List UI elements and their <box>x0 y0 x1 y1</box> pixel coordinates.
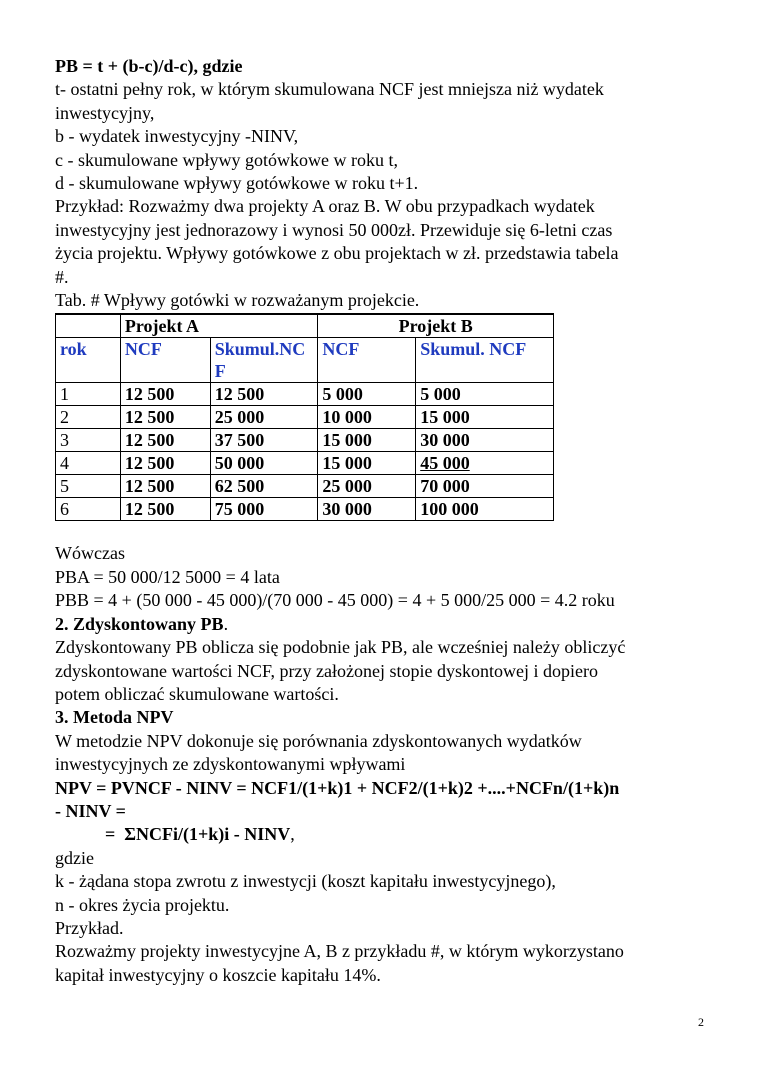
column-header-skumul-ncf-a: Skumul.NCF <box>210 338 318 383</box>
row-year: 3 <box>56 429 121 452</box>
ncf-a-value: 12 500 <box>120 452 210 475</box>
definition-b: b - wydatek inwestycyjny -NINV, <box>55 126 299 147</box>
example-line3: życia projektu. Wpływy gotówkowe z obu projektach w zł. przedstawia tabela <box>55 243 619 264</box>
ncf-b-value: 30 000 <box>318 498 416 521</box>
pbb-calculation: PBB = 4 + (50 000 - 45 000)/(70 000 - 45 000) = 4 + 5 000/25 000 = 4.2 roku <box>55 590 615 611</box>
section-3-paragraph-line1: W metodzie NPV dokonuje się porównania zdyskontowanych wydatków <box>55 730 582 751</box>
skumul-ncf-a-value: 50 000 <box>210 452 318 475</box>
definition-n: n - okres życia projektu. <box>55 894 230 915</box>
table-row <box>56 498 554 521</box>
example-paragraph-line1: Rozważmy projekty inwestycyjne A, B z przykładu #, w którym wykorzystano <box>55 941 624 962</box>
section-2-paragraph-line3: potem obliczać skumulowane wartości. <box>55 683 339 704</box>
skumul-ncf-b-value: 100 000 <box>416 498 554 521</box>
definition-t-line1: t- ostatni pełny rok, w którym skumulowana NCF jest mniejsza niż wydatek <box>55 79 604 100</box>
project-a-header: Projekt A <box>120 314 318 338</box>
skumul-ncf-a-value: 37 500 <box>210 429 318 452</box>
section-3-paragraph-line2: inwestycyjnych ze zdyskontowanymi wpływami <box>55 754 406 775</box>
table-row <box>56 475 554 498</box>
section-2-heading-text: 2. Zdyskontowany PB <box>55 613 224 634</box>
column-header-rok: rok <box>56 338 121 383</box>
skumul-ncf-a-value: 25 000 <box>210 406 318 429</box>
ncf-a-value: 12 500 <box>120 429 210 452</box>
npv-formula-line2: - NINV = <box>55 800 126 821</box>
row-year: 1 <box>56 383 121 406</box>
skumul-ncf-b-value: 5 000 <box>416 383 554 406</box>
example-line2: inwestycyjny jest jednorazowy i wynosi 50 000zł. Przewiduje się 6-letni czas <box>55 219 613 240</box>
section-2-heading-period: . <box>223 613 229 634</box>
column-header-ncf-a: NCF <box>120 338 210 383</box>
skumul-ncf-a-value: 75 000 <box>210 498 318 521</box>
ncf-b-value: 10 000 <box>318 406 416 429</box>
example-label: Przykład. <box>55 917 124 938</box>
cash-flow-table <box>55 313 554 521</box>
ncf-b-value: 25 000 <box>318 475 416 498</box>
ncf-a-value: 12 500 <box>120 475 210 498</box>
ncf-b-value: 15 000 <box>318 429 416 452</box>
row-year: 2 <box>56 406 121 429</box>
table-row <box>56 452 554 475</box>
row-year: 5 <box>56 475 121 498</box>
spacer <box>55 522 705 542</box>
gdzie-text: gdzie <box>55 847 94 868</box>
page-number: 2 <box>698 1015 704 1029</box>
ncf-b-value: 5 000 <box>318 383 416 406</box>
column-header-skumul-ncf-b: Skumul. NCF <box>416 338 554 383</box>
example-line4: #. <box>55 266 69 287</box>
pba-calculation: PBA = 50 000/12 5000 = 4 lata <box>55 566 280 587</box>
definition-k: k - żądana stopa zwrotu z inwestycji (koszt kapitału inwestycyjnego), <box>55 871 556 892</box>
section-3-heading: 3. Metoda NPV <box>55 707 174 728</box>
row-year: 6 <box>56 498 121 521</box>
npv-formula-line3 <box>55 823 705 846</box>
example-line1: Przykład: Rozważmy dwa projekty A oraz B. W obu przypadkach wydatek <box>55 196 595 217</box>
npv-equals: = <box>105 824 116 845</box>
skumul-ncf-a-value: 62 500 <box>210 475 318 498</box>
ncf-a-value: 12 500 <box>120 406 210 429</box>
section-2-heading <box>55 613 705 636</box>
skumul-ncf-b-value: 30 000 <box>416 429 554 452</box>
skumul-ncf-b-value-underlined: 45 000 <box>416 452 554 475</box>
table-caption: Tab. # Wpływy gotówki w rozważanym projekcie. <box>55 290 420 311</box>
npv-sum-expression: NCFi/(1+k)i - NINV <box>136 824 291 845</box>
definition-t-line2: inwestycyjny, <box>55 102 155 123</box>
ncf-a-value: 12 500 <box>120 498 210 521</box>
definition-d: d - skumulowane wpływy gotówkowe w roku t+1. <box>55 173 419 194</box>
table-row <box>56 383 554 406</box>
row-year: 4 <box>56 452 121 475</box>
npv-formula-line1: NPV = PVNCF - NINV = NCF1/(1+k)1 + NCF2/(1+k)2 +....+NCFn/(1+k)n <box>55 777 620 798</box>
skumul-ncf-b-value: 15 000 <box>416 406 554 429</box>
example-paragraph-line2: kapitał inwestycyjny o koszcie kapitału 14%. <box>55 964 381 985</box>
column-header-ncf-b: NCF <box>318 338 416 383</box>
section-2-paragraph-line1: Zdyskontowany PB oblicza się podobnie jak PB, ale wcześniej należy obliczyć <box>55 637 626 658</box>
table-row <box>56 406 554 429</box>
payback-formula: PB = t + (b-c)/d-c), gdzie <box>55 56 243 76</box>
table-column-header-row <box>56 338 554 383</box>
table-empty-cell <box>56 314 121 338</box>
npv-formula-comma: , <box>290 824 295 845</box>
definition-c: c - skumulowane wpływy gotówkowe w roku t, <box>55 149 398 170</box>
project-b-header: Projekt B <box>318 314 554 338</box>
section-2-paragraph-line2: zdyskontowane wartości NCF, przy założonej stopie dyskontowej i dopiero <box>55 660 598 681</box>
ncf-a-value: 12 500 <box>120 383 210 406</box>
skumul-ncf-b-value: 70 000 <box>416 475 554 498</box>
skumul-ncf-a-value: 12 500 <box>210 383 318 406</box>
sigma-symbol: Σ <box>124 824 137 845</box>
table-project-header-row <box>56 314 554 338</box>
ncf-b-value: 15 000 <box>318 452 416 475</box>
wowczas-text: Wówczas <box>55 543 125 564</box>
table-row <box>56 429 554 452</box>
document-page <box>55 55 705 987</box>
